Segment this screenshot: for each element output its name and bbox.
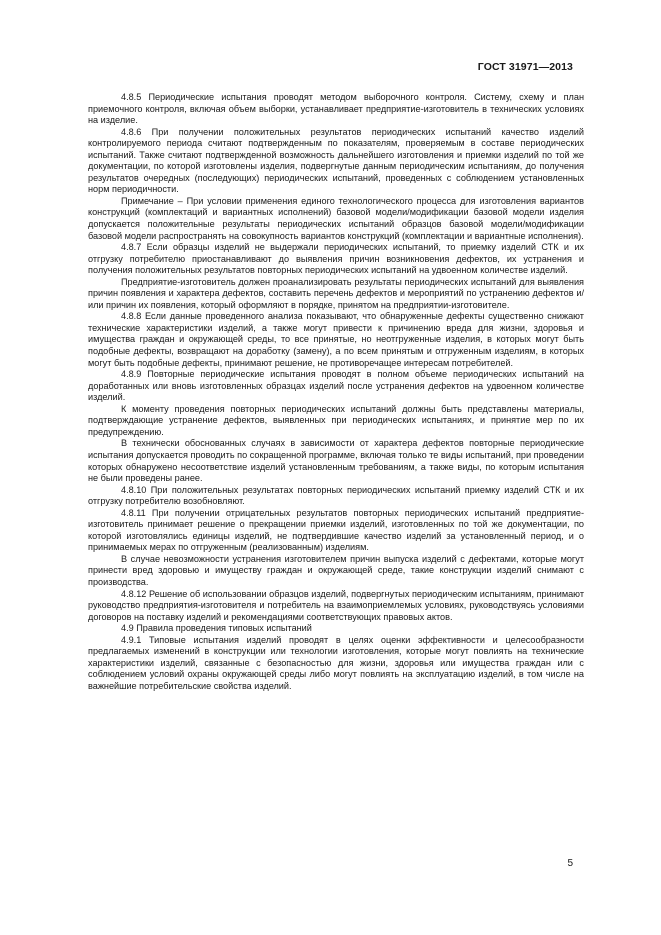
paragraph-4-8-7: 4.8.7 Если образцы изделий не выдержали периодических испытаний, то приемку изделий СТК и их отгрузку потребителю приостанавливают до выявления причин возникновения дефектов, их устранения и получения положительных результатов повторных периодических испытаний на удвоенном количестве изделий. (88, 242, 584, 276)
paragraph-4-8-10: 4.8.10 При положительных результатах повторных периодических испытаний приемку изделий СТК и их отгрузку потребителю возобновляют. (88, 484, 584, 507)
note-paragraph: Примечание – При условии применения единого технологического процесса для изготовления вариантов конструкций (комплектаций и вариантных исполнений) базовой модели/модификации базовой модели изделия допускается положительные результаты периодических испытаний образцов базовой модели/модификации базовой модели распространять на совокупность вариантов конструкций (комплектации и вариантные исполнения). (88, 195, 584, 241)
paragraph-4-8-12: 4.8.12 Решение об использовании образцов изделий, подвергнутых периодическим испытаниям, принимают руководство предприятия-изготовителя и потребитель на взаимоприемлемых условиях, руководствуясь условиями договоров на поставку изделий и рекомендациями соответствующих правовых актов. (88, 588, 584, 622)
paragraph-4-9-1: 4.9.1 Типовые испытания изделий проводят в целях оценки эффективности и целесообразности предлагаемых изменений в конструкции или технологии изготовления, которые могут повлиять на технические характеристики изделий, связанные с безопасностью для жизни, здоровья или имущества граждан или с соблюдением условий охраны окружающей среды либо могут повлиять на эксплуатацию изделий, в том числе на важнейшие потребительские свойства изделий. (88, 634, 584, 691)
paragraph-discontinue: В случае невозможности устранения изготовителем причин выпуска изделий с дефектами, которые могут принести вред здоровью и имуществу граждан и окружающей среде, такие конструкции изделий снимают с производства. (88, 553, 584, 587)
paragraph-4-8-5: 4.8.5 Периодические испытания проводят методом выборочного контроля. Систему, схему и план приемочного контроля, включая объем выборки, устанавливает предприятие-изготовитель в технических условиях на изделие. (88, 92, 584, 126)
paragraph-4-8-6: 4.8.6 При получении положительных результатов периодических испытаний качество изделий контролируемого периода считают подтвержденным по показателям, проверяемым в составе периодических испытаний. Также считают подтвержденной возможность дальнейшего изготовления и приемки изделий по той же документации, по которой изготовлены изделия, подвергнутые данным периодическим испытаниям, до получения результатов очередных (последующих) периодических испытаний, проведенных с соблюдением установленных норм периодичности. (88, 126, 584, 195)
paragraph-4-8-11: 4.8.11 При получении отрицательных результатов повторных периодических испытаний предприятие-изготовитель принимает решение о прекращении приемки изделий, изготовленных по той же документации, по которой изготовлялись единицы изделий, не подтвердившие качество изделий за установленный период, и о принимаемых мерах по отгруженным (реализованным) изделиям. (88, 507, 584, 553)
paragraph-materials: К моменту проведения повторных периодических испытаний должны быть представлены материалы, подтверждающие устранение дефектов, выявленных при периодических испытаниях, и принятие мер по их предупреждению. (88, 403, 584, 437)
paragraph-analysis: Предприятие-изготовитель должен проанализировать результаты периодических испытаний для выявления причин появления и характера дефектов, составить перечень дефектов и мероприятий по устранению дефектов и/или причин их появления, который оформляют в порядке, принятом на предприятии-изготовителе. (88, 276, 584, 310)
document-body (88, 92, 584, 692)
paragraph-4-8-8: 4.8.8 Если данные проведенного анализа показывают, что обнаруженные дефекты существенно снижают технические характеристики изделий, а также могут привести к причинению вреда для жизни, здоровья и имущества граждан и окружающей среды, то все принятые, но неотгруженные изделия, в которых могут быть подобные дефекты, возвращают на доработку (замену), а по всем принятым и отгруженным изделиям, в которых могут быть подобные дефекты, принимают решение, не противоречащее интересам потребителей. (88, 311, 584, 368)
paragraph-reduced-program: В технически обоснованных случаях в зависимости от характера дефектов повторные периодические испытания допускается проводить по сокращенной программе, включая только те виды испытаний, при проведении которых обнаружено несоответствие изделий установленным требованиям, а также виды, по которым испытания не были проведены ранее. (88, 438, 584, 484)
page-number: 5 (567, 858, 573, 869)
document-code-header: ГОСТ 31971—2013 (477, 61, 573, 73)
paragraph-4-8-9: 4.8.9 Повторные периодические испытания проводят в полном объеме периодических испытаний на доработанных или вновь изготовленных образцах изделий после устранения дефектов на удвоенном количестве изделий. (88, 369, 584, 403)
section-heading-4-9: 4.9 Правила проведения типовых испытаний (121, 623, 312, 634)
